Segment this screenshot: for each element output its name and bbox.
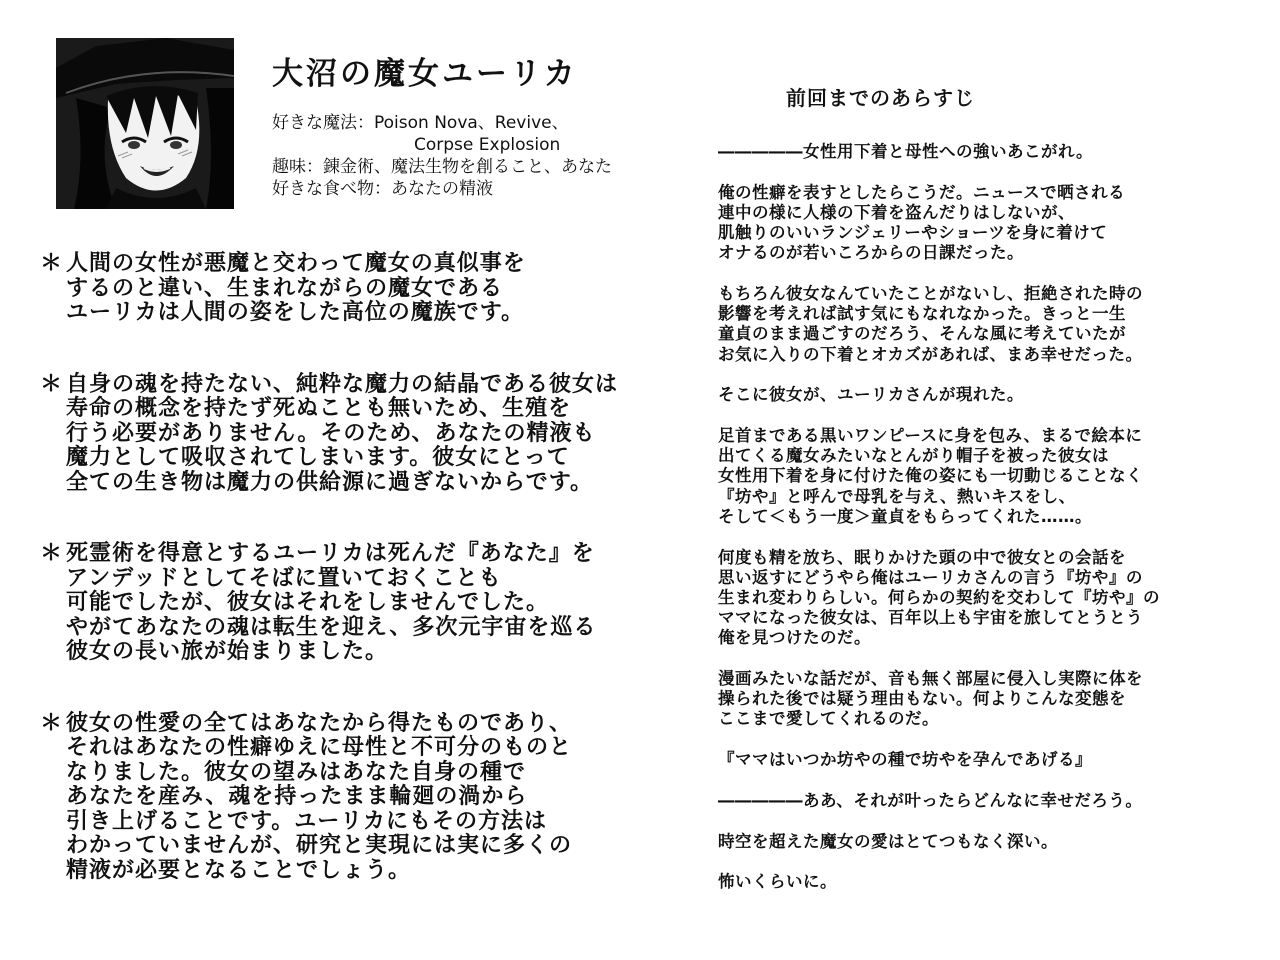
synopsis-line: 怖いくらいに。 (718, 872, 837, 892)
note-line: わかっていませんが、研究と実現には実に多くの (66, 833, 573, 858)
synopsis-line: 影響を考えれば試す気にもなれなかった。きっと一生 (718, 304, 1126, 324)
synopsis-paragraph (718, 791, 1208, 811)
synopsis-line: 童貞のまま過ごすのだろう、そんな風に考えていたが (718, 324, 1126, 344)
favorite-magic (272, 112, 612, 134)
note-line: アンデッドとしてそばに置いておくことも (66, 565, 502, 591)
synopsis-line: 操られた後では疑う理由もない。何よりこんな変態を (718, 689, 1126, 709)
note-line: 寿命の概念を持たず死ぬことも無いため、生殖を (66, 396, 572, 421)
note-line: 死霊術を得意とするユーリカは死んだ『あなた』を (66, 541, 595, 566)
synopsis-line: もちろん彼女なんていたことがないし、拒絶された時の (718, 284, 1143, 304)
synopsis-line: 生まれ変わりらしい。何らかの契約を交わして『坊や』の (718, 587, 1160, 607)
note-line: ユーリカは人間の姿をした高位の魔族です。 (66, 300, 525, 325)
character-name: 大沼の魔女ユーリカ (272, 56, 578, 92)
note-line: 可能でしたが、彼女はそれをしませんでした。 (66, 590, 550, 615)
synopsis-line: 時空を超えた魔女の愛はとてつもなく深い。 (718, 831, 1058, 851)
note-marker: ＊ (40, 371, 64, 397)
synopsis-title: 前回までのあらすじ (786, 86, 975, 110)
note-line: なりました。彼女の望みはあなた自身の種で (66, 759, 527, 785)
synopsis-line: 思い返すにどうやら俺はユーリカさんの言う『坊や』の (718, 567, 1143, 587)
synopsis-paragraph (718, 142, 1208, 162)
note-marker: ＊ (40, 251, 64, 276)
synopsis-line: 女性用下着を身に付けた俺の姿にも一切動じることなく (718, 466, 1143, 486)
note-line: 自身の魂を持たない、純粋な魔力の結晶である彼女は (66, 371, 619, 397)
hobby: 趣味：錬金術、魔法生物を創ること、あなた (272, 157, 612, 177)
note-2 (40, 373, 640, 496)
note-marker: ＊ (40, 541, 64, 566)
synopsis-paragraph (718, 872, 1208, 892)
note-line: するのと違い、生まれながらの魔女である (66, 275, 504, 301)
favorite-magic-label: 好きな魔法： (272, 113, 374, 133)
note-line: それはあなたの性癖ゆえに母性と不可分のものと (66, 735, 573, 760)
synopsis-paragraph (718, 284, 1208, 365)
synopsis-line: 『ママはいつか坊やの種で坊やを孕んであげる』 (718, 750, 1092, 770)
note-line: 魔力として吸収されてしまいます。彼女にとって (66, 445, 570, 470)
note-line: 彼女の性愛の全てはあなたから得たものであり、 (66, 710, 573, 736)
synopsis-line: ―――――女性用下着と母性への強いあこがれ。 (718, 142, 1093, 161)
profile-details (272, 112, 612, 200)
synopsis-paragraph (718, 548, 1208, 649)
note-line: 精液が必要となることでしょう。 (66, 857, 412, 883)
synopsis-line: ここまで愛してくれるのだ。 (718, 709, 939, 729)
note-marker: ＊ (40, 710, 64, 736)
character-notes (40, 252, 640, 930)
synopsis-line: 俺を見つけたのだ。 (718, 628, 871, 648)
synopsis-paragraph (718, 183, 1208, 264)
synopsis-line: 漫画みたいな話だが、音も無く部屋に侵入し実際に体を (718, 669, 1143, 689)
synopsis-line: 連中の様に人様の下着を盗んだりはしないが、 (718, 202, 1075, 222)
note-line: 全ての生き物は魔力の供給源に過ぎないからです。 (66, 469, 594, 495)
favorite-magic-continued: Corpse Explosion (414, 135, 561, 155)
synopsis-paragraph (718, 832, 1208, 852)
synopsis-line: 何度も精を放ち、眠りかけた頭の中で彼女との会話を (718, 547, 1126, 567)
synopsis-line: そこに彼女が、ユーリカさんが現れた。 (718, 385, 1024, 405)
note-line: 引き上げることです。ユーリカにもその方法は (66, 808, 548, 834)
synopsis-paragraph (718, 426, 1208, 527)
synopsis-line: 『坊や』と呼んで母乳を与え、熱いキスをし、 (718, 486, 1076, 506)
note-line: 行う必要がありません。そのため、あなたの精液も (66, 420, 596, 446)
favorite-food: 好きな食べ物：あなたの精液 (272, 179, 493, 199)
note-1 (40, 252, 640, 326)
synopsis-line: オナるのが若いころからの日課だった。 (718, 243, 1024, 263)
synopsis-line: お気に入りの下着とオカズがあれば、まあ幸せだった。 (718, 344, 1143, 364)
note-line: 人間の女性が悪魔と交わって魔女の真似事を (66, 251, 526, 276)
synopsis-line: 出てくる魔女みたいなとんがり帽子を被った彼女は (718, 446, 1109, 466)
character-portrait (56, 38, 234, 209)
note-line: やがてあなたの魂は転生を迎え、多次元宇宙を巡る (66, 614, 597, 640)
note-line: 彼女の長い旅が始まりました。 (66, 639, 389, 664)
synopsis-line: 足首まである黒いワンピースに身を包み、まるで絵本に (718, 426, 1143, 446)
synopsis-paragraph (718, 669, 1208, 730)
synopsis-body (718, 142, 1208, 913)
synopsis-paragraph (718, 750, 1208, 770)
note-line: あなたを産み、魂を持ったまま輪廻の渦から (66, 784, 528, 809)
synopsis-line: 俺の性癖を表すとしたらこうだ。ニュースで晒される (718, 182, 1126, 202)
synopsis-paragraph (718, 385, 1208, 405)
synopsis-line: そして＜もう一度＞童貞をもらってくれた……。 (718, 506, 1092, 526)
synopsis-line: ママになった彼女は、百年以上も宇宙を旅してとうとう (718, 608, 1143, 628)
note-3 (40, 542, 640, 665)
synopsis-line: ―――――ああ、それが叶ったらどんなに幸せだろう。 (718, 790, 1143, 810)
favorite-magic-value: Poison Nova、Revive、 (374, 113, 569, 133)
note-4 (40, 712, 640, 884)
synopsis-line: 肌触りのいいランジェリーやショーツを身に着けて (718, 223, 1108, 243)
